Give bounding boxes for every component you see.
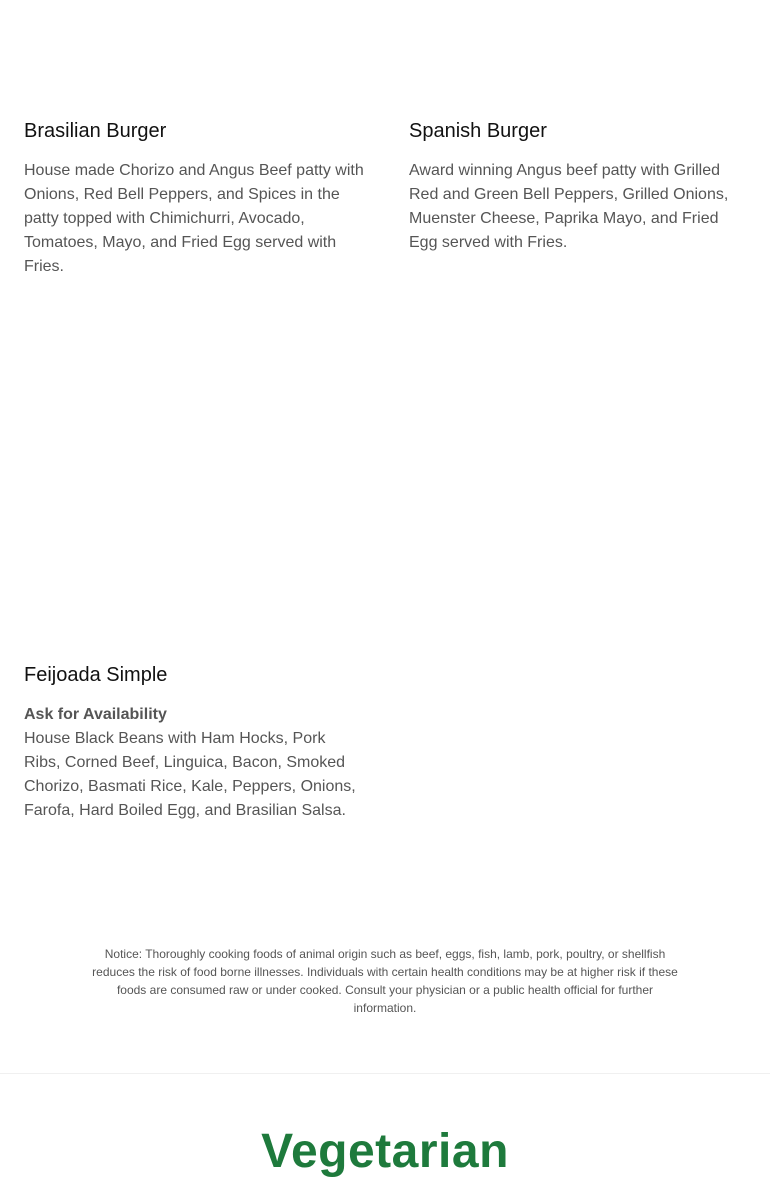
item-title: Spanish Burger (409, 120, 547, 142)
food-safety-notice: Notice: Thoroughly cooking foods of animal origin such as beef, eggs, fish, lamb, pork, poultry, or shellfish reduces the risk of food borne illnesses. Individuals with certain health conditions may be at higher risk if these foods are consumed raw or under cooked. Consult your physician or a public health official for further information. (92, 947, 678, 1015)
item-title: Brasilian Burger (24, 120, 167, 142)
item-description: House Black Beans with Ham Hocks, Pork Ribs, Corned Beef, Linguica, Bacon, Smoked Chorizo, Basmati Rice, Kale, Peppers, Onions, Farofa, Hard Boiled Egg, and Brasilian Salsa. (24, 730, 356, 819)
item-title: Feijoada Simple (24, 664, 168, 686)
section-heading-vegetarian: Vegetarian (261, 1125, 509, 1178)
menu-item-brasilian-burger (24, 119, 364, 279)
availability-note: Ask for Availability (24, 706, 167, 723)
menu-item-spanish-burger (409, 119, 739, 255)
item-description: Award winning Angus beef patty with Grilled Red and Green Bell Peppers, Grilled Onions, Muenster Cheese, Paprika Mayo, and Fried Egg served with Fries. (409, 162, 729, 251)
item-description: House made Chorizo and Angus Beef patty with Onions, Red Bell Peppers, and Spices in the patty topped with Chimichurri, Avocado, Tomatoes, Mayo, and Fried Egg served with Fries. (24, 162, 364, 275)
menu-item-feijoada-simple (24, 663, 364, 823)
